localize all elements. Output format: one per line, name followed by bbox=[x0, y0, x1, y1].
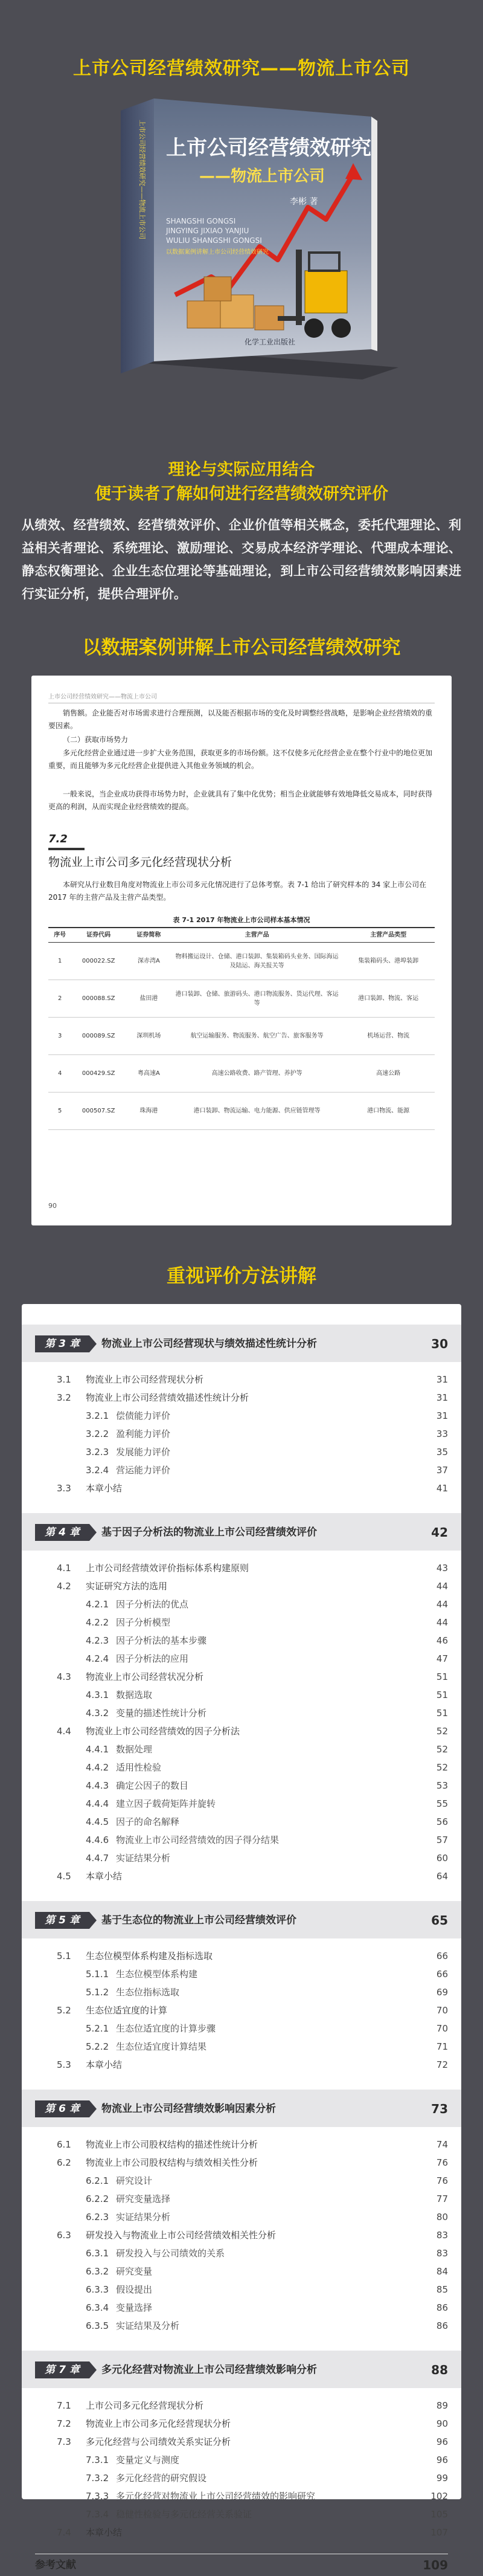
toc-entry-page: 70 bbox=[436, 2005, 448, 2016]
table-header-cell: 序号 bbox=[48, 928, 71, 943]
toc-entry bbox=[22, 2056, 461, 2074]
chapter-title: 物流业上市公司经营绩效影响因素分析 bbox=[101, 2103, 276, 2115]
book-note: 以数据案例讲解上市公司经营绩效研究 bbox=[166, 249, 269, 256]
toc-entry bbox=[22, 1370, 461, 1389]
toc-entry-title: 生态位适宜度计算结果 bbox=[116, 2041, 207, 2052]
toc-entry-page: 31 bbox=[436, 1410, 448, 1421]
chapter-page: 88 bbox=[431, 2363, 448, 2377]
toc-entry-page: 83 bbox=[436, 2248, 448, 2259]
table-cell: 4 bbox=[48, 1055, 71, 1093]
toc-entry-number: 6.2 bbox=[57, 2157, 71, 2168]
references-page: 109 bbox=[423, 2558, 448, 2572]
book-publisher: 化学工业出版社 bbox=[245, 338, 296, 346]
toc-entry bbox=[22, 1668, 461, 1686]
paragraph-2: 多元化经营企业通过进一步扩大业务范围，获取更多的市场份额。这不仅使多元化经营企业在整个行业中的地位更加重要，而且能够为多元化经营企业提供进入其他业务领域的机会。 bbox=[48, 749, 433, 770]
toc-entry-number: 6.2.1 bbox=[86, 2175, 109, 2186]
toc-entry bbox=[22, 1461, 461, 1479]
toc-entry-number: 7.3.2 bbox=[86, 2473, 109, 2484]
toc-entry-page: 52 bbox=[436, 1762, 448, 1773]
toc-entry bbox=[22, 1965, 461, 1983]
toc-entry-number: 7.3.1 bbox=[86, 2455, 109, 2465]
book-author: 李彬 著 bbox=[290, 197, 318, 207]
section-title-methods: 重视评价方法讲解 bbox=[167, 1265, 316, 1287]
book-cover-illustration bbox=[97, 95, 411, 386]
toc-entry-title: 物流业上市公司经营状况分析 bbox=[86, 1671, 204, 1682]
toc-entry-title: 建立因子载荷矩阵并旋转 bbox=[116, 1798, 216, 1809]
toc-entry-number: 3.2.2 bbox=[86, 1428, 109, 1439]
toc-entry-title: 实证结果分析 bbox=[116, 2212, 171, 2223]
table-cell: 高速公路 bbox=[342, 1055, 435, 1093]
toc-entry bbox=[22, 1613, 461, 1632]
toc-entry-title: 因子分析法的基本步骤 bbox=[116, 1635, 207, 1646]
table-row bbox=[48, 1093, 435, 1130]
toc-entry bbox=[22, 2038, 461, 2056]
toc-entry bbox=[22, 1777, 461, 1795]
table-row bbox=[48, 943, 435, 980]
toc-entry-number: 4.5 bbox=[57, 1871, 71, 1882]
toc-entry-number: 4.2.2 bbox=[86, 1617, 109, 1628]
toc-entry-page: 51 bbox=[436, 1708, 448, 1719]
toc-entry-number: 3.2.3 bbox=[86, 1447, 109, 1457]
table-cell: 2 bbox=[48, 980, 71, 1018]
toc-entry bbox=[22, 1595, 461, 1613]
table-cell: 深赤湾A bbox=[126, 943, 172, 980]
toc-entry-number: 6.3.2 bbox=[86, 2266, 109, 2277]
toc-entry-page: 80 bbox=[436, 2212, 448, 2223]
toc-entry-page: 86 bbox=[436, 2320, 448, 2331]
references-label: 参考文献 bbox=[35, 2559, 76, 2571]
book-subtitle: ——物流上市公司 bbox=[199, 167, 325, 186]
toc-references bbox=[35, 2554, 448, 2575]
toc-entry-title: 本章小结 bbox=[86, 1483, 123, 1494]
toc-entry-title: 实证研究方法的选用 bbox=[86, 1581, 168, 1592]
table-header-cell: 证券简称 bbox=[126, 928, 172, 943]
toc-entry bbox=[22, 1407, 461, 1425]
toc-entry-page: 37 bbox=[436, 1465, 448, 1476]
table-header-cell: 主营产品类型 bbox=[342, 928, 435, 943]
chapter-tag: 第 6 章 bbox=[35, 2100, 89, 2117]
toc-entry-number: 3.2.1 bbox=[86, 1410, 109, 1421]
table-cell: 港口物流、能源 bbox=[342, 1093, 435, 1130]
toc-entry-title: 研究设计 bbox=[116, 2175, 153, 2186]
toc-entry bbox=[22, 2154, 461, 2172]
toc-entry-title: 因子的命名解释 bbox=[116, 1816, 180, 1827]
toc-entry-number: 4.3.1 bbox=[86, 1690, 109, 1700]
toc-entry-title: 因子分析模型 bbox=[116, 1617, 171, 1628]
toc-entry-number: 7.3.4 bbox=[86, 2509, 109, 2520]
toc-entry-title: 物流业上市公司经营现状分析 bbox=[86, 1374, 204, 1385]
toc-entry bbox=[22, 1813, 461, 1831]
toc-entry-title: 研究变量 bbox=[116, 2266, 153, 2277]
toc-entry-page: 107 bbox=[430, 2527, 448, 2538]
toc-entry-page: 57 bbox=[436, 1835, 448, 1845]
toc-entry-page: 96 bbox=[436, 2436, 448, 2447]
chapter-title: 基于生态位的物流业上市公司经营绩效评价 bbox=[101, 1914, 296, 1926]
toc-entry bbox=[22, 2317, 461, 2335]
chapter-title: 多元化经营对物流业上市公司经营绩效影响分析 bbox=[101, 2364, 317, 2376]
toc-entry-number: 5.1.2 bbox=[86, 1987, 109, 1998]
toc-entry bbox=[22, 2397, 461, 2415]
toc-entry-page: 44 bbox=[436, 1581, 448, 1592]
toc-entry-title: 研究变量选择 bbox=[116, 2193, 171, 2204]
toc-entry-number: 3.2 bbox=[57, 1392, 71, 1403]
book-pinyin-3: WULIU SHANGSHI GONGSI bbox=[166, 236, 262, 245]
toc-entry-title: 变量定义与测度 bbox=[116, 2455, 180, 2465]
section-title-cases: 以数据案例讲解上市公司经营绩效研究 bbox=[82, 637, 401, 659]
chapter-page: 65 bbox=[431, 1913, 448, 1928]
table-cell: 航空运输服务、物流服务、航空广告、旅客服务等 bbox=[172, 1018, 342, 1055]
table-cell: 000022.SZ bbox=[71, 943, 126, 980]
toc-entry bbox=[22, 1983, 461, 2001]
toc-entry-title: 物流业上市公司股权结构的描述性统计分析 bbox=[86, 2139, 258, 2150]
toc-entry bbox=[22, 1758, 461, 1777]
toc-entry bbox=[22, 2415, 461, 2433]
toc-entry bbox=[22, 2469, 461, 2487]
toc-entry bbox=[22, 2208, 461, 2226]
toc-entry-number: 6.3.4 bbox=[86, 2302, 109, 2313]
toc-entry-number: 4.2.3 bbox=[86, 1635, 109, 1646]
toc-entry-page: 64 bbox=[436, 1871, 448, 1882]
sample-table bbox=[48, 927, 435, 1130]
toc-entry-number: 7.1 bbox=[57, 2400, 71, 2411]
table-row bbox=[48, 1018, 435, 1055]
hero-title: 上市公司经营绩效研究——物流上市公司 bbox=[73, 58, 410, 79]
toc-entry-number: 7.3 bbox=[57, 2436, 71, 2447]
table-row bbox=[48, 980, 435, 1018]
toc-entry-number: 4.2.1 bbox=[86, 1599, 109, 1610]
toc-chapter-header bbox=[22, 1901, 461, 1938]
chapter-tag: 第 7 章 bbox=[35, 2361, 89, 2378]
toc-entry-page: 51 bbox=[436, 1671, 448, 1682]
toc-entry-number: 4.4.5 bbox=[86, 1816, 109, 1827]
toc-entry-title: 变量的描述性统计分析 bbox=[116, 1708, 207, 1719]
table-cell: 5 bbox=[48, 1093, 71, 1130]
toc-entry-number: 4.2.4 bbox=[86, 1653, 109, 1664]
book-pinyin-2: JINGYING JIXIAO YANJIU bbox=[166, 227, 249, 235]
toc-entry-number: 4.4.7 bbox=[86, 1853, 109, 1864]
toc-entry-page: 44 bbox=[436, 1599, 448, 1610]
toc-entry-title: 实证结果及分析 bbox=[116, 2320, 180, 2331]
toc-entry-number: 6.3.3 bbox=[86, 2284, 109, 2295]
toc-entry-number: 4.1 bbox=[57, 1563, 71, 1574]
toc-entry-title: 多元化经营的研究假设 bbox=[116, 2473, 207, 2484]
table-cell: 1 bbox=[48, 943, 71, 980]
chapter-tag: 第 5 章 bbox=[35, 1912, 89, 1929]
toc-entry bbox=[22, 2523, 461, 2542]
toc-entry-number: 4.3.2 bbox=[86, 1708, 109, 1719]
toc-entry-page: 71 bbox=[436, 2041, 448, 2052]
table-cell: 港口装卸、物流运输、电力能源、供应链管理等 bbox=[172, 1093, 342, 1130]
chapter-tag: 第 4 章 bbox=[35, 1524, 89, 1541]
toc-entry-page: 52 bbox=[436, 1726, 448, 1737]
toc-entry-number: 6.2.2 bbox=[86, 2193, 109, 2204]
table-cell: 深圳机场 bbox=[126, 1018, 172, 1055]
toc-entry bbox=[22, 2019, 461, 2038]
section-title: 物流业上市公司多元化经营现状分析 bbox=[48, 856, 232, 869]
toc-chapter-header bbox=[22, 2351, 461, 2388]
table-cell: 机场运营、物流 bbox=[342, 1018, 435, 1055]
toc-entry-page: 99 bbox=[436, 2473, 448, 2484]
toc-entry bbox=[22, 2451, 461, 2469]
toc-entry-page: 51 bbox=[436, 1690, 448, 1700]
table-cell: 3 bbox=[48, 1018, 71, 1055]
paragraph-4: 本研究从行业数目角度对物流业上市公司多元化情况进行了总体考察。表 7-1 给出了研究样本的 34 家上市公司在 2017 年的主营产品及主营产品类型。 bbox=[48, 880, 427, 902]
toc-entry-page: 66 bbox=[436, 1951, 448, 1961]
toc-entry-title: 假设提出 bbox=[116, 2284, 153, 2295]
table-cell: 盐田港 bbox=[126, 980, 172, 1018]
toc-entry-number: 4.4.6 bbox=[86, 1835, 109, 1845]
toc-entry-title: 物流业上市公司经营绩效描述性统计分析 bbox=[86, 1392, 249, 1403]
toc-entry-title: 发展能力评价 bbox=[116, 1447, 171, 1457]
toc-entry-title: 生态位适宜度的计算步骤 bbox=[116, 2023, 216, 2034]
toc-entry-title: 物流业上市公司经营绩效的因子分析法 bbox=[86, 1726, 240, 1737]
toc-entry-title: 确定公因子的数目 bbox=[116, 1780, 189, 1791]
sub-heading: （二）获取市场势力 bbox=[63, 735, 129, 744]
toc-entry-number: 3.1 bbox=[57, 1374, 71, 1385]
toc-entry bbox=[22, 1704, 461, 1722]
table-cell: 珠海港 bbox=[126, 1093, 172, 1130]
chapter-page: 73 bbox=[431, 2102, 448, 2116]
table-cell: 000089.SZ bbox=[71, 1018, 126, 1055]
toc-entry-title: 物流业上市公司经营绩效的因子得分结果 bbox=[116, 1835, 280, 1845]
toc-entry bbox=[22, 2190, 461, 2208]
toc-entry-page: 86 bbox=[436, 2302, 448, 2313]
toc-entry-page: 43 bbox=[436, 1563, 448, 1574]
paragraph-3: 一般来说，当企业成功获得市场势力时，企业就具有了集中化优势；相当企业就能够有效地降低交易成本，同时获得更高的利润，从而实现企业经营绩效的提高。 bbox=[48, 790, 433, 811]
toc-entry-title: 实证结果分析 bbox=[116, 1853, 171, 1864]
toc-entry-number: 6.2.3 bbox=[86, 2212, 109, 2223]
toc-entry bbox=[22, 1425, 461, 1443]
chapter-page: 42 bbox=[431, 1525, 448, 1540]
toc-entry-title: 研发投入与公司绩效的关系 bbox=[116, 2248, 225, 2259]
chapter-page: 30 bbox=[431, 1337, 448, 1351]
description-heading bbox=[0, 458, 483, 506]
toc-entry-number: 5.1 bbox=[57, 1951, 71, 1961]
table-cell: 高速公路收费、路产管理、养护等 bbox=[172, 1055, 342, 1093]
toc-entry-number: 6.1 bbox=[57, 2139, 71, 2150]
toc-entry-title: 生态位适宜度的计算 bbox=[86, 2005, 168, 2016]
book-spine bbox=[121, 98, 154, 373]
toc-entry-number: 4.4.3 bbox=[86, 1780, 109, 1791]
toc-entry-title: 适用性检验 bbox=[116, 1762, 162, 1773]
toc-entry-title: 研发投入与物流业上市公司经营绩效相关性分析 bbox=[86, 2230, 277, 2241]
toc-entry-page: 60 bbox=[436, 1853, 448, 1864]
toc-entry-number: 5.2 bbox=[57, 2005, 71, 2016]
toc-entry-number: 4.4.1 bbox=[86, 1744, 109, 1755]
toc-entry-title: 数据选取 bbox=[116, 1690, 153, 1700]
toc-entry bbox=[22, 1443, 461, 1461]
table-cell: 港口装卸、物流、客运 bbox=[342, 980, 435, 1018]
table-header-cell: 证券代码 bbox=[71, 928, 126, 943]
toc-entry-number: 6.3.1 bbox=[86, 2248, 109, 2259]
toc-entry bbox=[22, 2262, 461, 2281]
toc-entry-title: 营运能力评价 bbox=[116, 1465, 171, 1476]
toc-entry-title: 上市公司经营绩效评价指标体系构建原则 bbox=[86, 1563, 249, 1574]
toc-entry bbox=[22, 2244, 461, 2262]
toc-entry-page: 72 bbox=[436, 2059, 448, 2070]
toc-entry-page: 102 bbox=[430, 2491, 448, 2502]
toc-entry-number: 7.2 bbox=[57, 2418, 71, 2429]
table-cell: 000507.SZ bbox=[71, 1093, 126, 1130]
chapter-title: 物流业上市公司经营现状与绩效描述性统计分析 bbox=[101, 1338, 317, 1350]
table-of-contents bbox=[22, 1304, 461, 2572]
toc-entry bbox=[22, 2001, 461, 2019]
toc-entry bbox=[22, 1632, 461, 1650]
chapter-title: 基于因子分析法的物流业上市公司经营绩效评价 bbox=[101, 1526, 317, 1538]
book-spine-text: 上市公司经营绩效研究——物流上市公司 bbox=[138, 120, 146, 239]
toc-entry bbox=[22, 1795, 461, 1813]
toc-entry-number: 4.3 bbox=[57, 1671, 71, 1682]
toc-entry-number: 6.3 bbox=[57, 2230, 71, 2241]
toc-entry-title: 多元化经营对物流业上市公司经营绩效的影响研究 bbox=[116, 2491, 316, 2502]
toc-entry-page: 96 bbox=[436, 2455, 448, 2465]
toc-entry bbox=[22, 2226, 461, 2244]
toc-entry-title: 本章小结 bbox=[86, 2059, 123, 2070]
toc-entry bbox=[22, 1479, 461, 1497]
toc-entry-number: 5.2.2 bbox=[86, 2041, 109, 2052]
toc-entry-number: 4.4.2 bbox=[86, 1762, 109, 1773]
toc-entry-page: 85 bbox=[436, 2284, 448, 2295]
toc-entry bbox=[22, 2505, 461, 2523]
book-pinyin-1: SHANGSHI GONGSI bbox=[166, 217, 236, 225]
toc-entry-title: 物流业上市公司多元化经营现状分析 bbox=[86, 2418, 231, 2429]
toc-entry-page: 89 bbox=[436, 2400, 448, 2411]
toc-entry bbox=[22, 2135, 461, 2154]
paragraph-1: 销售额。企业能否对市场需求进行合理预测，以及能否根据市场的变化及时调整经营战略，是影响企业经营绩效的重要因素。 bbox=[48, 709, 433, 730]
toc-entry-number: 5.1.1 bbox=[86, 1969, 109, 1980]
toc-entry-title: 因子分析法的应用 bbox=[116, 1653, 189, 1664]
toc-entry-page: 46 bbox=[436, 1635, 448, 1646]
running-head: 上市公司经营绩效研究——物流上市公司 bbox=[48, 691, 435, 703]
table-cell: 000429.SZ bbox=[71, 1055, 126, 1093]
table-cell: 集装箱码头、港埠装卸 bbox=[342, 943, 435, 980]
toc-entry-page: 84 bbox=[436, 2266, 448, 2277]
table-cell: 物料搬运设计、仓储、港口装卸、集装箱码头业务、国际海运及陆运、海关报关等 bbox=[172, 943, 342, 980]
sample-page bbox=[31, 676, 452, 1225]
toc-entry-page: 105 bbox=[430, 2509, 448, 2520]
toc-entry-number: 4.4.4 bbox=[86, 1798, 109, 1809]
toc-entry-page: 69 bbox=[436, 1987, 448, 1998]
toc-entry-title: 稳健性检验与多元化经营关系验证 bbox=[116, 2509, 252, 2520]
toc-entry bbox=[22, 1849, 461, 1867]
toc-entry bbox=[22, 2487, 461, 2505]
table-caption: 表 7-1 2017 年物流业上市公司样本基本情况 bbox=[173, 916, 310, 924]
toc-entry-page: 31 bbox=[436, 1374, 448, 1385]
table-cell: 000088.SZ bbox=[71, 980, 126, 1018]
toc-entry-number: 4.4 bbox=[57, 1726, 71, 1737]
toc-entry bbox=[22, 2281, 461, 2299]
toc-entry-title: 生态位模型体系构建 bbox=[116, 1969, 198, 1980]
toc-entry-title: 因子分析法的优点 bbox=[116, 1599, 189, 1610]
toc-entry-page: 56 bbox=[436, 1816, 448, 1827]
toc-entry-title: 生态位模型体系构建及指标选取 bbox=[86, 1951, 213, 1961]
section-number: 7.2 bbox=[48, 833, 68, 845]
toc-entry bbox=[22, 2433, 461, 2451]
toc-entry-title: 本章小结 bbox=[86, 2527, 123, 2538]
toc-entry-page: 66 bbox=[436, 1969, 448, 1980]
toc-entry-number: 6.3.5 bbox=[86, 2320, 109, 2331]
toc-entry-title: 变量选择 bbox=[116, 2302, 153, 2313]
toc-entry-page: 55 bbox=[436, 1798, 448, 1809]
toc-entry-number: 5.3 bbox=[57, 2059, 71, 2070]
toc-entry-title: 多元化经营与公司绩效关系实证分析 bbox=[86, 2436, 231, 2447]
toc-entry-page: 76 bbox=[436, 2175, 448, 2186]
toc-entry-number: 3.2.4 bbox=[86, 1465, 109, 1476]
toc-entry bbox=[22, 1947, 461, 1965]
toc-entry bbox=[22, 2299, 461, 2317]
toc-entry-page: 90 bbox=[436, 2418, 448, 2429]
toc-entry-title: 物流业上市公司股权结构与绩效相关性分析 bbox=[86, 2157, 258, 2168]
toc-entry-number: 7.4 bbox=[57, 2527, 71, 2538]
toc-chapter-header bbox=[22, 1513, 461, 1551]
toc-entry-page: 76 bbox=[436, 2157, 448, 2168]
toc-entry-page: 33 bbox=[436, 1428, 448, 1439]
toc-entry bbox=[22, 1867, 461, 1885]
toc-entry-page: 83 bbox=[436, 2230, 448, 2241]
table-header-cell: 主营产品 bbox=[172, 928, 342, 943]
toc-entry bbox=[22, 1686, 461, 1704]
toc-entry-title: 上市公司多元化经营现状分析 bbox=[86, 2400, 204, 2411]
toc-entry-page: 35 bbox=[436, 1447, 448, 1457]
toc-entry-number: 7.3.3 bbox=[86, 2491, 109, 2502]
toc-entry-page: 53 bbox=[436, 1780, 448, 1791]
toc-chapter-header bbox=[22, 1325, 461, 1362]
table-row bbox=[48, 1055, 435, 1093]
page-folio: 90 bbox=[48, 1202, 57, 1210]
chapter-tag: 第 3 章 bbox=[35, 1335, 89, 1352]
table-cell: 港口装卸、仓储、旅游码头、港口物流服务、货运代理、客运等 bbox=[172, 980, 342, 1018]
toc-entry-page: 52 bbox=[436, 1744, 448, 1755]
toc-entry-title: 数据处理 bbox=[116, 1744, 153, 1755]
toc-entry bbox=[22, 1740, 461, 1758]
table-cell: 粤高速A bbox=[126, 1055, 172, 1093]
book-title: 上市公司经营绩效研究 bbox=[166, 136, 371, 160]
toc-entry-page: 31 bbox=[436, 1392, 448, 1403]
toc-entry-number: 5.2.1 bbox=[86, 2023, 109, 2034]
toc-entry-title: 盈利能力评价 bbox=[116, 1428, 171, 1439]
description-heading-line1: 理论与实际应用结合 bbox=[168, 460, 315, 479]
toc-entry-page: 47 bbox=[436, 1653, 448, 1664]
toc-entry bbox=[22, 1722, 461, 1740]
toc-entry-title: 生态位指标选取 bbox=[116, 1987, 180, 1998]
toc-entry bbox=[22, 2172, 461, 2190]
description-heading-line2: 便于读者了解如何进行经营绩效研究评价 bbox=[95, 485, 388, 503]
toc-entry-number: 4.2 bbox=[57, 1581, 71, 1592]
toc-entry bbox=[22, 1559, 461, 1577]
toc-entry-title: 本章小结 bbox=[86, 1871, 123, 1882]
toc-entry-page: 70 bbox=[436, 2023, 448, 2034]
toc-entry-number: 3.3 bbox=[57, 1483, 71, 1494]
toc-entry bbox=[22, 1831, 461, 1849]
toc-entry bbox=[22, 1577, 461, 1595]
toc-entry-page: 44 bbox=[436, 1617, 448, 1628]
toc-entry bbox=[22, 1650, 461, 1668]
toc-entry bbox=[22, 1389, 461, 1407]
toc-chapter-header bbox=[22, 2090, 461, 2127]
toc-entry-page: 74 bbox=[436, 2139, 448, 2150]
toc-entry-page: 41 bbox=[436, 1483, 448, 1494]
toc-entry-page: 77 bbox=[436, 2193, 448, 2204]
toc-entry-title: 偿债能力评价 bbox=[116, 1410, 171, 1421]
description-body: 从绩效、经营绩效、经营绩效评价、企业价值等相关概念，委托代理理论、利益相关者理论、系统理论、激励理论、交易成本经济学理论、代理成本理论、静态权衡理论、企业生态位理论等基础理论，到上市公司经营绩效影响因素进行实证分析，提供合理评价。 bbox=[22, 518, 461, 601]
